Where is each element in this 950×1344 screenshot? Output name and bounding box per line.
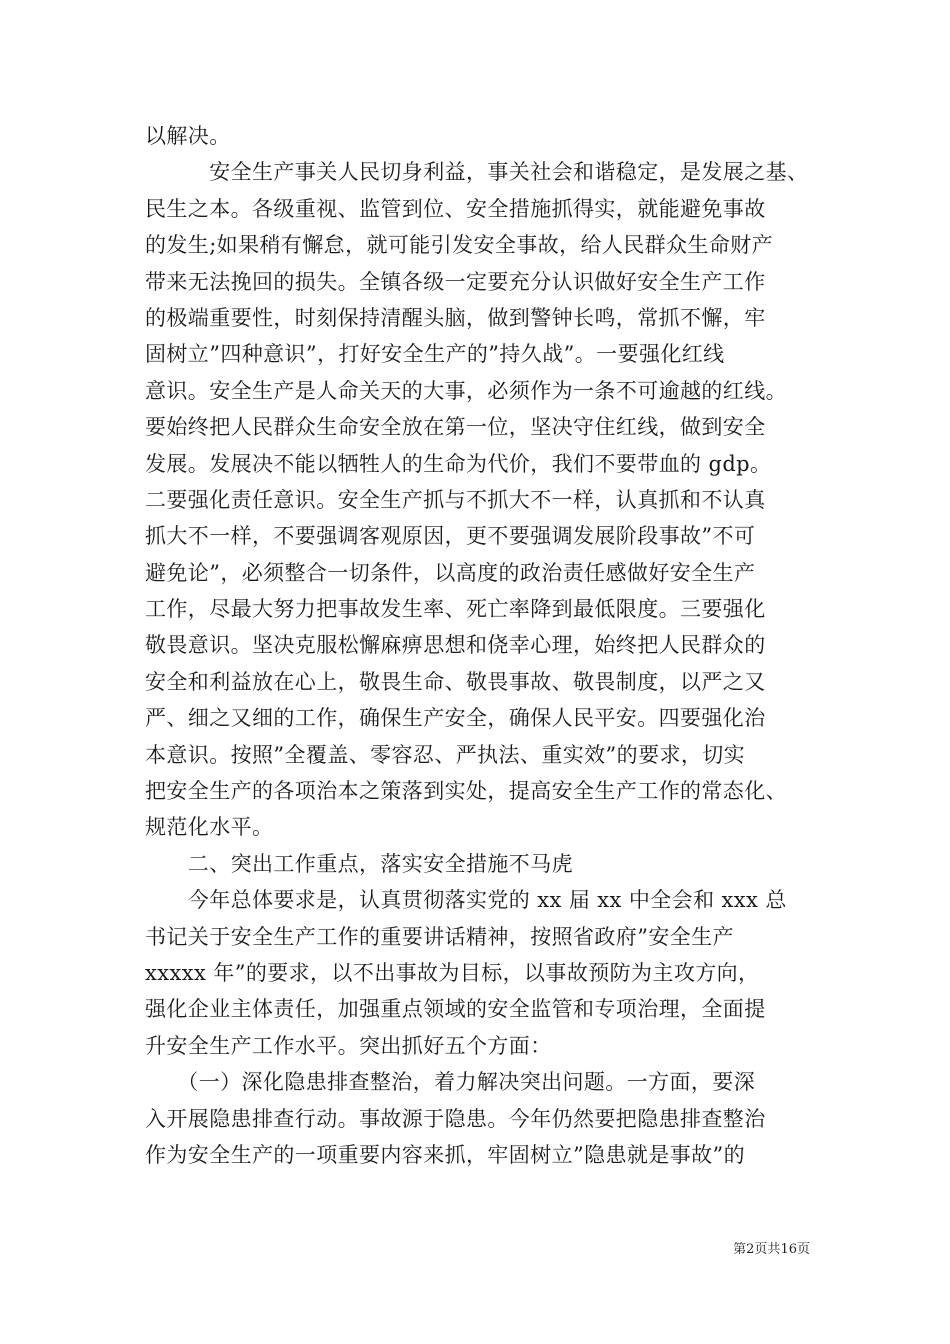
text-line: （一）深化隐患排查整治，着力解决突出问题。一方面，要深 <box>145 1070 756 1095</box>
text-line: 意识。安全生产是人命关天的大事，必须作为一条不可逾越的红线。 <box>145 378 787 403</box>
footer-current-page: 2 <box>746 1242 755 1257</box>
text-line: 书记关于安全生产工作的重要讲话精神，按照省政府”安全生产 <box>145 924 734 949</box>
text-line: 强化企业主体责任，加强重点领域的安全监管和专项治理，全面提 <box>145 997 766 1022</box>
footer-middle: 页共 <box>754 1242 781 1257</box>
text-line: 的极端重要性，时刻保持清醒头脑，做到警钟长鸣，常抓不懈，牢 <box>145 305 766 330</box>
footer-total-pages: 16 <box>780 1242 797 1257</box>
text-line: 规范化水平。 <box>145 815 274 840</box>
text-line: 要始终把人民群众生命安全放在第一位，坚决守住红线，做到安全 <box>145 415 766 440</box>
text-line: 作为安全生产的一项重要内容来抓，牢固树立”隐患就是事故”的 <box>145 1142 746 1167</box>
document-body <box>145 118 835 1173</box>
text-line: 工作，尽最大努力把事故发生率、死亡率降到最低限度。三要强化 <box>145 597 766 622</box>
text-line: 民生之本。各级重视、监管到位、安全措施抓得实，就能避免事故 <box>145 196 766 221</box>
text-line: 发展。发展决不能以牺牲人的生命为代价，我们不要带血的 gdp。 <box>145 451 772 476</box>
text-line: 本意识。按照”全覆盖、零容忍、严执法、重实效”的要求，切实 <box>145 742 746 767</box>
text-line: 固树立”四种意识”，打好安全生产的”持久战”。一要强化红线 <box>145 342 725 367</box>
text-line: 避免论”，必须整合一切条件，以高度的政治责任感做好安全生产 <box>145 560 756 585</box>
page-footer <box>700 1238 810 1257</box>
text-line: 二要强化责任意识。安全生产抓与不抓大不一样，认真抓和不认真 <box>145 487 766 512</box>
text-line: 入开展隐患排查行动。事故源于隐患。今年仍然要把隐患排查整治 <box>145 1106 766 1131</box>
text-line: 今年总体要求是，认真贯彻落实党的 xx 届 xx 中全会和 xxx 总 <box>145 888 787 913</box>
text-line: 安全生产事关人民切身利益，事关社会和谐稳定，是发展之基、 <box>145 160 809 185</box>
text-line: 安全和利益放在心上，敬畏生命、敬畏事故、敬畏制度，以严之又 <box>145 669 766 694</box>
text-line: 的发生;如果稍有懈怠，就可能引发安全事故，给人民群众生命财产 <box>145 233 774 258</box>
text-line: 严、细之又细的工作，确保生产安全，确保人民平安。四要强化治 <box>145 706 766 731</box>
text-line: 升安全生产工作水平。突出抓好五个方面： <box>145 1033 552 1058</box>
footer-prefix: 第 <box>733 1242 747 1257</box>
text-line: 敬畏意识。坚决克服松懈麻痹思想和侥幸心理，始终把人民群众的 <box>145 633 766 658</box>
text-line: 把安全生产的各项治本之策落到实处，提高安全生产工作的常态化、 <box>145 779 787 804</box>
text-line: 抓大不一样，不要强调客观原因，更不要强调发展阶段事故”不可 <box>145 524 756 549</box>
text-line: 二、突出工作重点，落实安全措施不马虎 <box>145 851 573 876</box>
text-line: 以解决。 <box>145 124 231 148</box>
text-line: 带来无法挽回的损失。全镇各级一定要充分认识做好安全生产工作 <box>145 269 766 294</box>
footer-suffix: 页 <box>796 1242 810 1257</box>
text-line: xxxxx 年”的要求，以不出事故为目标，以事故预防为主攻方向， <box>145 960 760 985</box>
